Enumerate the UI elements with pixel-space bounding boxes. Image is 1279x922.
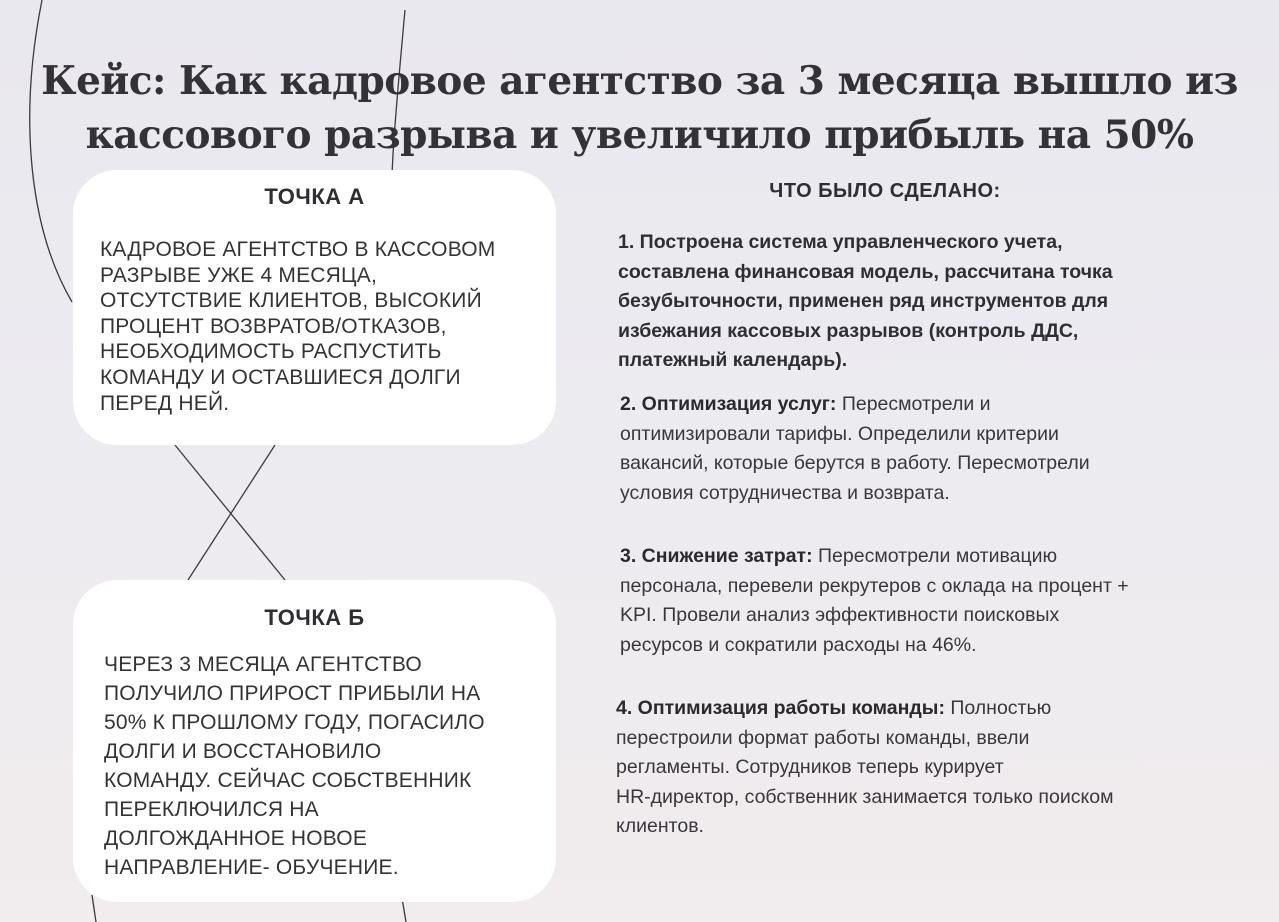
step-4-line: регламенты. Сотрудников теперь курирует xyxy=(616,756,1004,778)
step-3-line: KPI. Провели анализ эффективности поисковых xyxy=(620,604,1060,626)
point-b-text xyxy=(104,650,544,882)
step-4-first-line xyxy=(616,694,1113,724)
step-3-first-rest: Пересмотрели мотивацию xyxy=(812,545,1058,567)
cross-line-2 xyxy=(188,445,275,580)
step-2-line: оптимизировали тарифы. Определили критерии xyxy=(620,422,1059,445)
step-3-line: персонала, перевели рекрутеров с оклада на процент + xyxy=(620,574,1129,597)
point-a-card xyxy=(73,170,556,445)
step-4-label: 4. Оптимизация работы команды: xyxy=(616,697,945,719)
step-3-label: 3. Снижение затрат: xyxy=(620,545,813,567)
step-2-label: 2. Оптимизация услуг: xyxy=(620,393,837,415)
point-a-line: ОТСУТСТВИЕ КЛИЕНТОВ, ВЫСОКИЙ xyxy=(100,289,482,313)
point-a-line: РАЗРЫВЕ УЖЕ 4 МЕСЯЦА, xyxy=(100,263,377,287)
step-2-text xyxy=(620,390,1090,508)
point-a-line: КАДРОВОЕ АГЕНТСТВО В КАССОВОМ xyxy=(100,238,496,261)
step-3-text xyxy=(620,542,1129,660)
step-1-line: безубыточности, применен ряд инструментов для xyxy=(618,290,1109,312)
point-a-text xyxy=(100,237,545,416)
point-a-line: НЕОБХОДИМОСТЬ РАСПУСТИТЬ xyxy=(100,340,442,364)
step-1-line: 1. Построена система управленческого учета, xyxy=(618,231,1063,253)
point-b-line: ЧЕРЕЗ 3 МЕСЯЦА АГЕНТСТВО xyxy=(104,653,422,676)
point-b-line: ДОЛГОЖДАННОЕ НОВОЕ xyxy=(104,827,368,850)
point-b-line: КОМАНДУ. СЕЙЧАС СОБСТВЕННИК xyxy=(104,769,472,792)
step-1-text xyxy=(618,228,1113,376)
point-a-line: ПЕРЕД НЕЙ. xyxy=(100,391,230,415)
point-a-line: КОМАНДУ И ОСТАВШИЕСЯ ДОЛГИ xyxy=(100,365,461,389)
step-2-line: вакансий, которые берутся в работу. Пересмотрели xyxy=(620,452,1090,474)
step-4-line: HR-директор, собственник занимается только поиском xyxy=(616,785,1114,808)
step-2-first-line xyxy=(620,390,1090,420)
step-3-line: ресурсов и сократили расходы на 46%. xyxy=(620,633,977,656)
step-1-line: составлена финансовая модель, рассчитана точка xyxy=(618,260,1113,283)
step-2-first-rest: Пересмотрели и xyxy=(836,393,991,415)
step-4-line: перестроили формат работы команды, ввели xyxy=(616,726,1030,749)
point-b-line: ПОЛУЧИЛО ПРИРОСТ ПРИБЫЛИ НА xyxy=(104,682,481,705)
point-a-heading: ТОЧКА А xyxy=(264,184,365,209)
title-line-1: Кейс: Как кадровое агентство за 3 месяца вышло из xyxy=(41,58,1238,105)
step-4-first-rest: Полностью xyxy=(944,697,1052,719)
point-b-line: ДОЛГИ И ВОССТАНОВИЛО xyxy=(104,740,382,763)
step-4-line: клиентов. xyxy=(616,815,704,837)
cross-line-1 xyxy=(175,445,285,580)
title-line-2: кассового разрыва и увеличило прибыль на 50% xyxy=(85,112,1194,159)
point-a-line: ПРОЦЕНТ ВОЗВРАТОВ/ОТКАЗОВ, xyxy=(100,314,447,338)
point-b-line: ПЕРЕКЛЮЧИЛСЯ НА xyxy=(104,798,319,821)
step-3-first-line xyxy=(620,542,1129,572)
step-2-line: условия сотрудничества и возврата. xyxy=(620,481,950,504)
bottom-left-line xyxy=(92,895,96,922)
point-b-heading: ТОЧКА Б xyxy=(264,605,365,630)
step-4-text xyxy=(616,694,1113,842)
point-b-line: НАПРАВЛЕНИЕ- ОБУЧЕНИЕ. xyxy=(104,856,399,879)
done-heading: ЧТО БЫЛО СДЕЛАНО: xyxy=(769,180,1001,202)
step-1-line: платежный календарь). xyxy=(618,349,848,371)
point-b-card xyxy=(73,580,556,902)
point-b-line: 50% К ПРОШЛОМУ ГОДУ, ПОГАСИЛО xyxy=(104,711,485,734)
step-1-line: избежания кассовых разрывов (контроль ДДС, xyxy=(618,319,1079,342)
page-title xyxy=(0,54,1279,162)
